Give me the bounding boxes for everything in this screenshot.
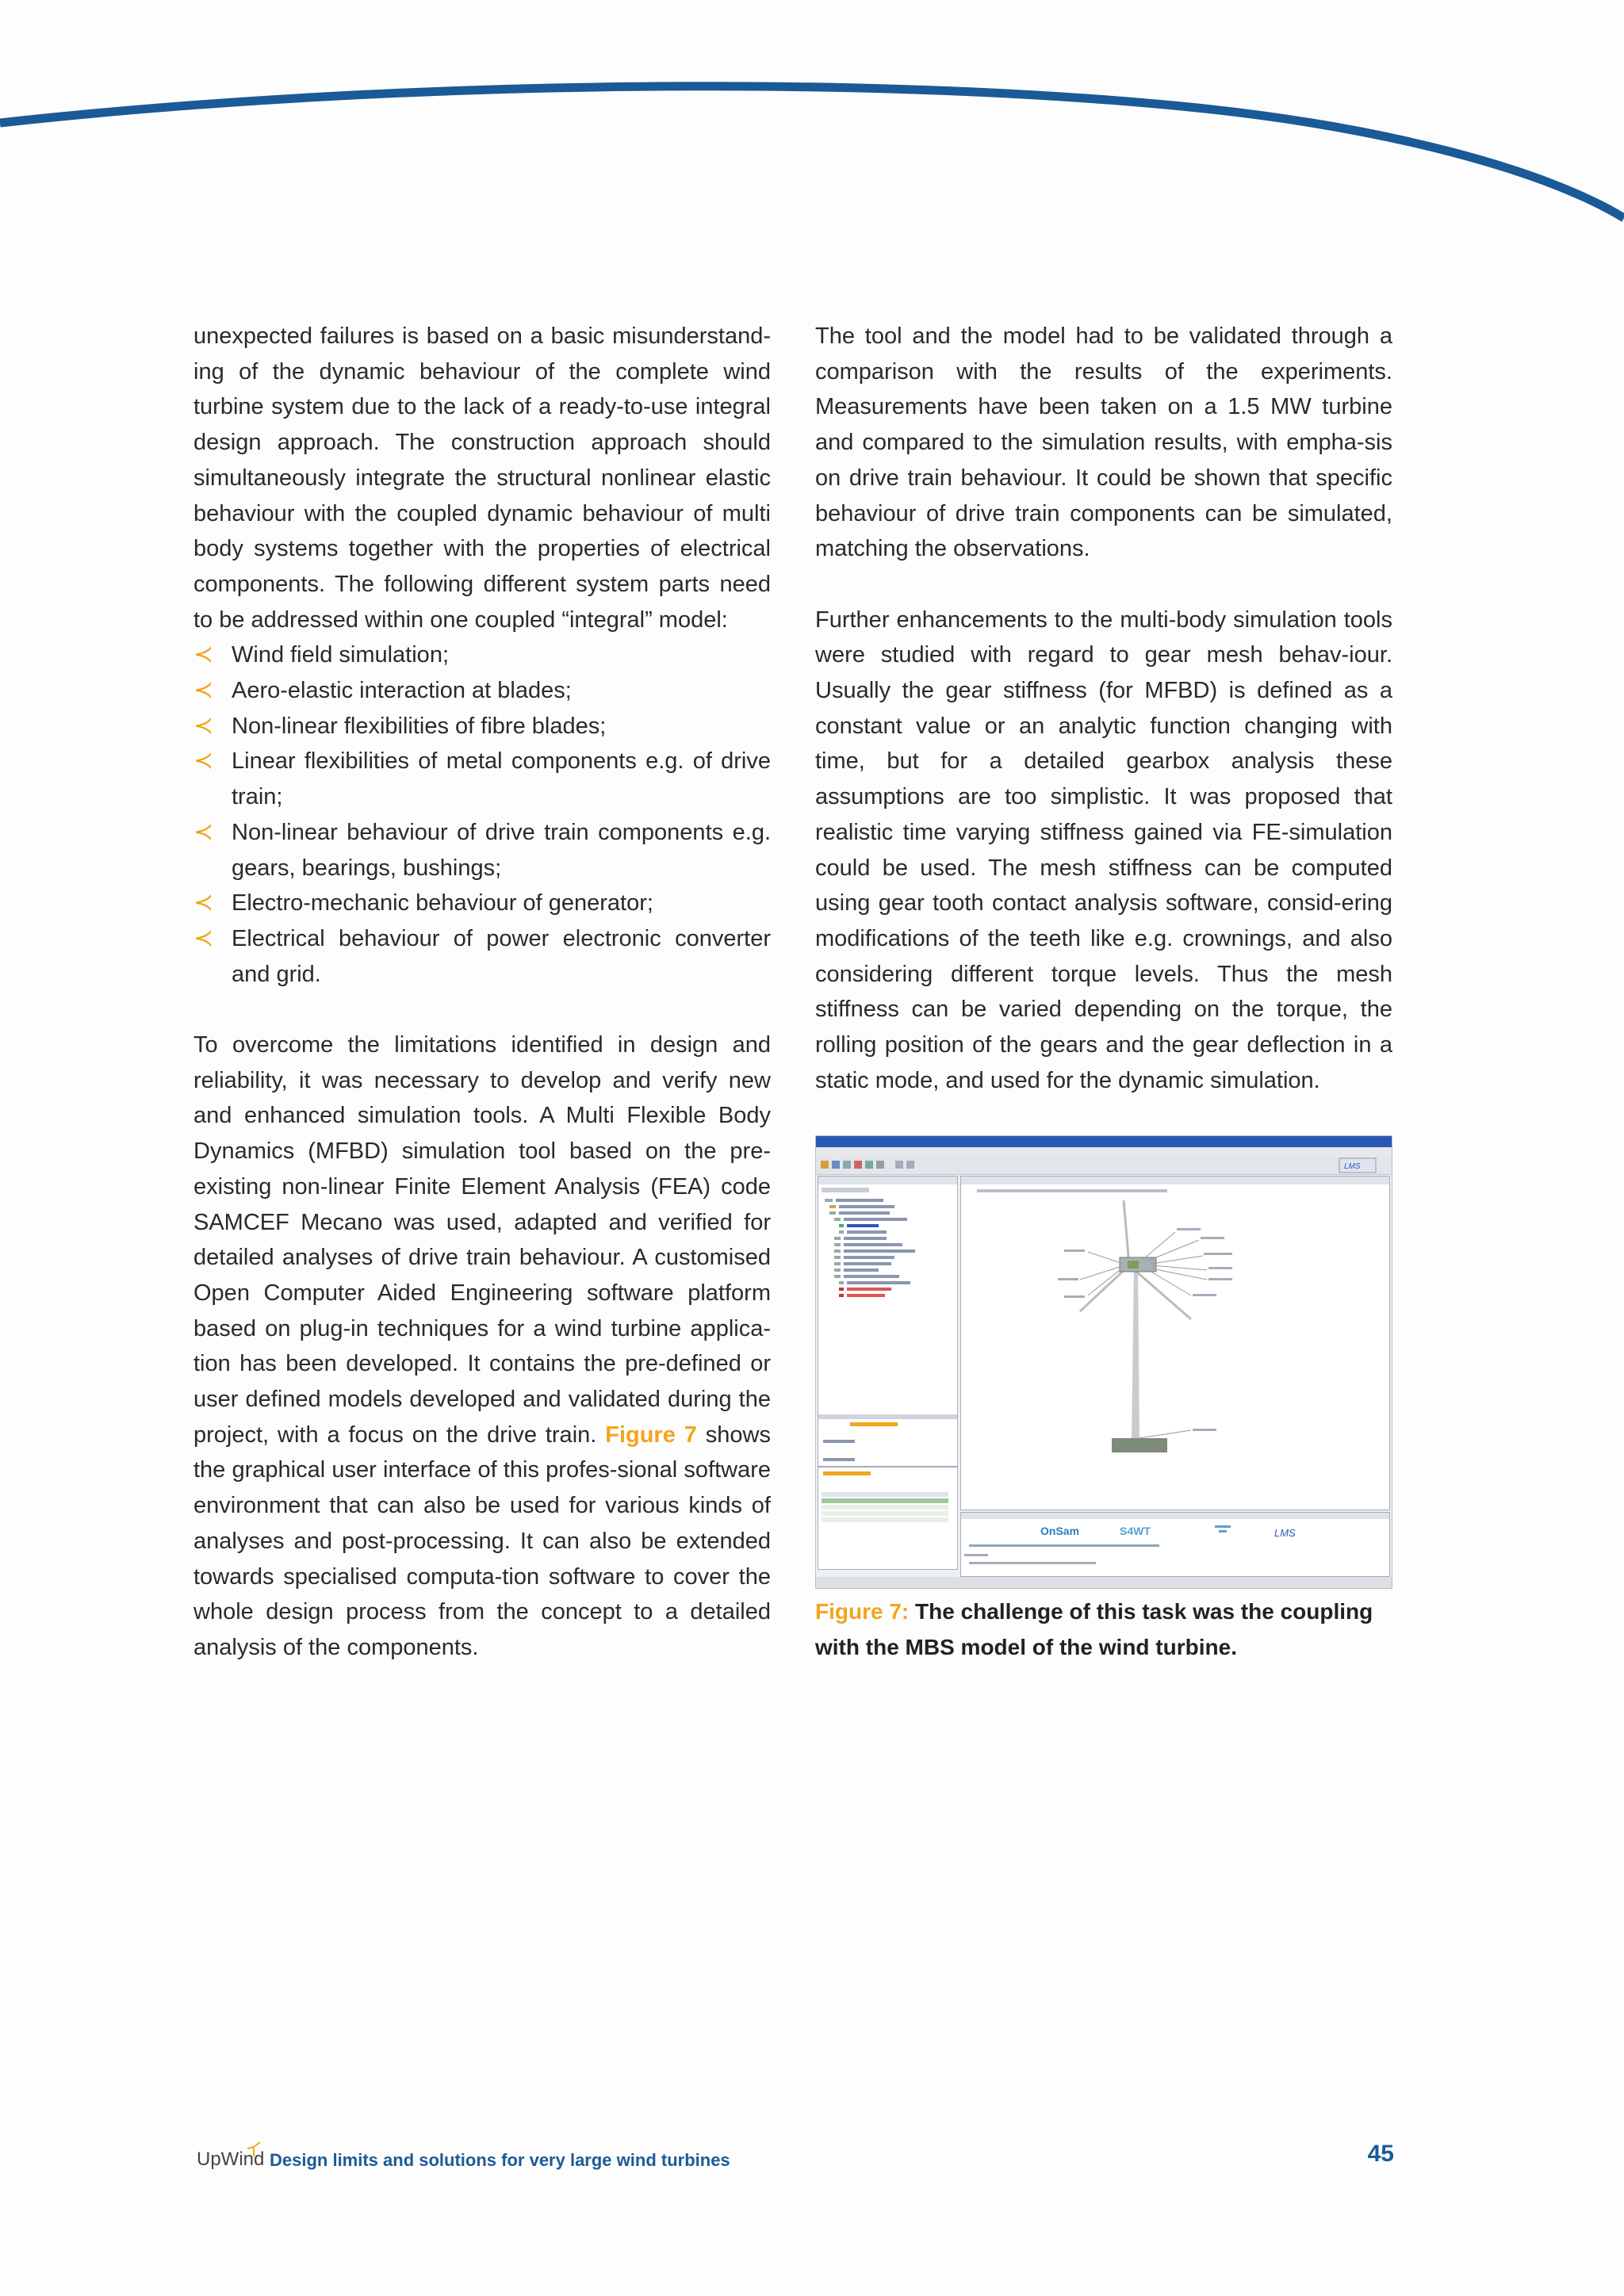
bullet-arrow-icon: ≺ xyxy=(193,641,214,668)
right-column xyxy=(815,319,1392,1098)
bullet-arrow-icon: ≺ xyxy=(193,712,214,739)
lms-logo-small: LMS xyxy=(1274,1527,1296,1539)
list-item: ≺ Wind field simulation; xyxy=(193,637,771,673)
samcef-logo: OnSam xyxy=(1040,1525,1080,1537)
right-paragraph-2: Further enhancements to the multi-body simulation tools were studied with regard to gear mesh behav-iour. Usually the gear stiffness (for MFBD) is defined as a constant value or an analytic function changing with time, but for a detailed gearbox analysis these assumptions are too simplistic. It was proposed that realistic time varying stiffness gained via FE-simulation could be used. The mesh stiffness can be computed using gear tooth contact analysis software, consid-ering modifications of the teeth like e.g. crownings, and also considering different torque levels. Thus the mesh stiffness can be varied depending on the torque, the rolling position of the gears and the gear deflection in a static mode, and used for the dynamic simulation. xyxy=(815,607,1392,1093)
figure-reference-link[interactable]: Figure 7 xyxy=(605,1422,697,1448)
figure-label: Figure 7: xyxy=(815,1599,910,1624)
bullet-arrow-icon: ≺ xyxy=(193,818,214,845)
window-toolbar xyxy=(816,1157,1392,1175)
bullet-arrow-icon: ≺ xyxy=(193,890,214,916)
list-item: ≺ Non-linear flexibilities of fibre blades; xyxy=(193,709,771,744)
left-paragraph-2: To overcome the limitations identified in design and reliability, it was necessary to develop and verify new and enhanced simulation tools. A Multi Flexible Body Dynamics (MFBD) simulation tool based on the pre-existing non-linear Finite Element Analysis (FEA) code SAMCEF Mecano was used, adapted and verified for detailed analyses of drive train behaviour. A customised Open Computer Aided Engineering software platform based on plug-in techniques for a wind turbine applica-tion has been developed. It contains the pre-defined or user defined models developed and validated during the project, with a focus on the drive train. Figure 7 shows the graphical user interface of this profes-sional software environment that can also be used for various kinds of analyses and post-processing. It can also be extended towards specialised computa-tion software to cover the whole design process from the concept to a detailed analysis of the components. xyxy=(193,1032,771,1660)
left-column xyxy=(193,319,771,1666)
footer-tagline: Design limits and solutions for very large wind turbines xyxy=(270,2150,730,2170)
window-titlebar xyxy=(816,1136,1392,1147)
window-menubar xyxy=(816,1147,1392,1157)
left-paragraph-1: unexpected failures is based on a basic misunderstand-ing of the dynamic behaviour of the complete wind turbine system due to the lack of a ready-to-use integral design approach. The construction approach should simultaneously integrate the structural nonlinear elastic behaviour with the coupled dynamic behaviour of multi body systems together with the properties of electrical components. The following different system parts need to be addressed within one coupled “integral” model: xyxy=(193,323,771,633)
bullet-arrow-icon: ≺ xyxy=(193,748,214,775)
right-paragraph-1: The tool and the model had to be validated through a comparison with the results of the experiments. Measurements have been taken on a 1.5 MW turbine and compared to the simulation results, with empha-sis on drive train behaviour. It could be shown that specific behaviour of drive train components can be simulated, matching the observations. xyxy=(815,323,1392,562)
lms-logo: LMS xyxy=(1344,1162,1361,1171)
tree-content xyxy=(818,1177,957,1569)
list-item: ≺ Aero-elastic interaction at blades; xyxy=(193,673,771,709)
upwind-logo: UpWind xyxy=(197,2149,265,2170)
figure-7-screenshot xyxy=(815,1135,1392,1589)
page-footer xyxy=(197,2141,1394,2180)
list-item: ≺ Non-linear behaviour of drive train components e.g. gears, bearings, bushings; xyxy=(193,815,771,886)
windmill-icon xyxy=(244,2141,263,2158)
model-tree-panel xyxy=(818,1176,958,1570)
list-item: ≺ Electrical behaviour of power electronic converter and grid. xyxy=(193,921,771,992)
requirements-list xyxy=(193,637,771,992)
header-curve xyxy=(0,0,1624,238)
toolbar-icons xyxy=(816,1157,1392,1174)
list-item: ≺ Electro-mechanic behaviour of generator; xyxy=(193,886,771,921)
figure-caption-text: The challenge of this task was the coupling with the MBS model of the wind turbine. xyxy=(815,1599,1373,1659)
window-statusbar xyxy=(816,1577,1392,1588)
software-info-panel xyxy=(960,1512,1390,1577)
figure-caption xyxy=(815,1594,1392,1665)
page-number: 45 xyxy=(1367,2141,1394,2167)
bullet-arrow-icon: ≺ xyxy=(193,677,214,704)
list-item: ≺ Linear flexibilities of metal components e.g. of drive train; xyxy=(193,744,771,814)
turbine-model-view xyxy=(961,1177,1389,1510)
3d-viewport xyxy=(960,1176,1390,1510)
s4wt-logo: S4WT xyxy=(1120,1525,1151,1537)
info-panel-content xyxy=(961,1513,1389,1576)
bullet-arrow-icon: ≺ xyxy=(193,924,214,951)
